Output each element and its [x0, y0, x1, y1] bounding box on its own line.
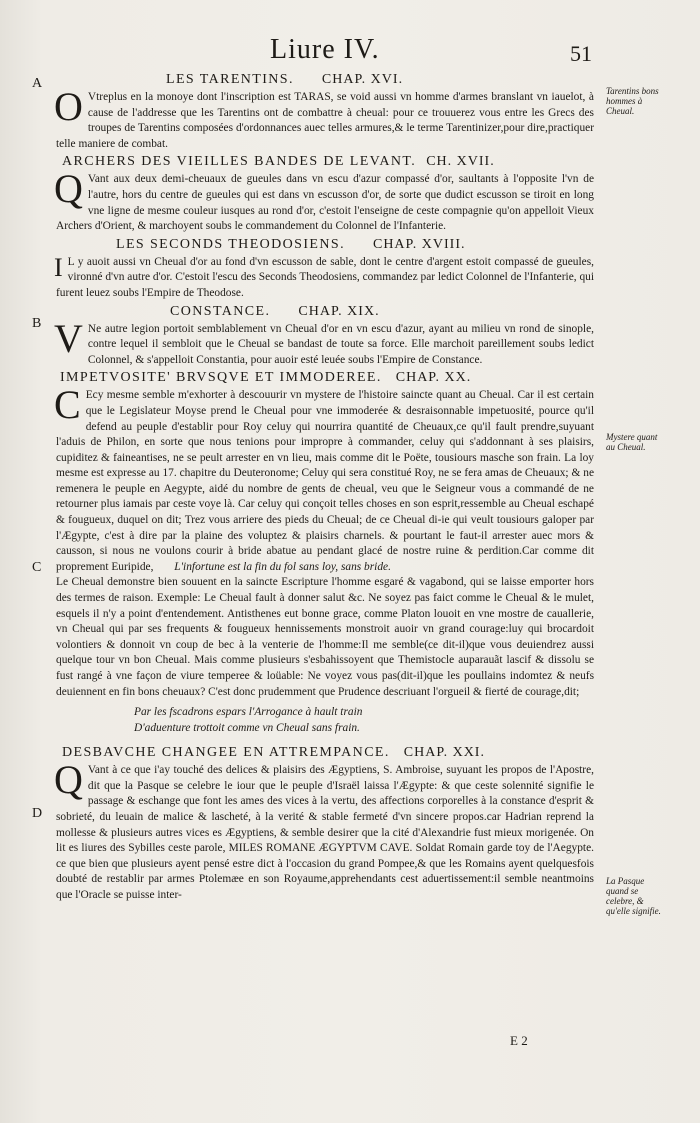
paragraph-text: Ecy mesme semble m'exhorter à descouurir vn mystere de l'histoire saincte quant au Cheual. Car il est certain que le Legislateur Moyse prend le Cheual pour vne immoderée & desraisonnable impetuosité, pource qu'il defend au peuple d'establir pour Roy celuy qui nourrira quantité de Cheuaux,ce qu'il fault prendre,suyuant l'aduis de Philon, en sorte que nous tenions pour impropre à commander, celuy qui s'addonnant à ses plaisirs, cupiditez & faineantises, ne se peult arrester en vn lieu, mais comme dit le Poëte, tousiours masche son frain. La loy mesme est expresse au 17. chapitre du Deuteronome; Celuy qui sera constitué Roy, ne se fera amas de Cheuaux; & ne remenera le peuple en Aegypte, aidé du nombre de gents de cheual, veu que le Seigneur vous a commandé de ne retourner plus iamais par ceste voye là. Car celuy qui conçoit telles choses en son esprit,ressemble au Cheual eschapé & fougueux, duquel on dit; Trez vous arriere des pieds du Cheual; de ce Cheual di-ie qui veult tousiours galoper par l'Ægypte, c'est à dire par la plaine des voluptez & plaisirs charnels. & pourtant le faut-il arrester auec mors & causson, si nous ne voulons courir à bride abatue au pendant glacé de nostre ruine & perdition.Car comme dit proprement Euripide,: [56, 389, 594, 573]
chapter-number: CHAP. XX.: [395, 370, 472, 386]
chapter-paragraph: [54, 166, 594, 234]
margin-note-mystere: Mystere quant au Cheual.: [606, 432, 658, 452]
margin-note-pasque: La Pasque quand se celebre, & qu'elle signifie.: [606, 876, 661, 916]
chapter-paragraph: [54, 84, 594, 152]
section-letter-b: B: [32, 316, 42, 331]
chapter-paragraph: [54, 757, 594, 903]
paragraph-text: Le Cheual demonstre bien souuent en la saincte Escripture l'homme esgaré & vagabond, qui se laisse emporter hors des termes de raison. Exemple: Le Cheual fault à donner salut &c. Ne soyez pas faict comme le Cheual & le mulet, esquels il n'y a point d'entendement. Antisthenes eut bonne grace, comme Platon louoit en vne mostre de cauallerie, vn Cheual qui par ses frequents & fougueux hennissements monstroit auoir vn grand courage:luy qui brocardoit volontiers & donnoit vn coup de bec à la venterie de l'homme:Il me semble(ce dit-il)que vous deuiendrez aussi quelque tour vn bon Cheual. Mais comme plusieurs s'esbahissoyent que Themistocle auparauãt lascif & dissolu se fust rangé à vne façon de viure temperee & loüable: Ne voyez vous pas(dit-il)que les poullains indomtez & neufs deuiennent en fin bons cheuaux? C'est donc prudemment que Prudence descriuant l'orgueil & fierté de courage,dit;: [56, 576, 594, 698]
chapter-title: IMPETVOSITE' BRVSQVE ET IMMODEREE.: [60, 370, 382, 386]
chapter-number: CHAP. XIX.: [298, 303, 380, 319]
paragraph-text: Vant aux deux demi-cheuaux de gueules dans vn escu d'azur compassé d'or, saultants à l'opposite l'vn de l'autre, hors du centre de gueules qui est dans vn escusson d'or, de sorte que dudict escusson se tiroit en long vne ligne de mesme couleur iusques au rond d'or, c'estoit l'enseigne de ceste compagnie qu'on appelloit Vieux Archers d'Orient, & marchoyent soubs le commandement du Colonnel de l'Infanterie.: [56, 173, 594, 233]
chapter-paragraph: [54, 382, 594, 575]
chapter-number: CHAP. XVIII.: [372, 236, 466, 252]
paragraph-text: Vant à ce que i'ay touché des delices & plaisirs des Ægyptiens, S. Ambroise, suyuant les propos de l'Apostre, dit que la Pasque se celebre le iour que le peuple d'Israël laissa l'Ægypte: & que ceste solennité signifie le passage & eschange que font les ames des vices à la vertu, des affections corporelles à la constance d'esprit & sobrieté, du leuain de malice & lascheté, à la verité & stable fermeté d'vn sincere propos.car Hadrian reprend la mollesse & plusieurs autres vices es Ægyptiens, & semble desirer que la cité d'Alexandrie fust mieux morigenée. On lit es liures des Sybilles ceste parole, MILES ROMANE ÆGYPTVM CAVE. Soldat Romain garde toy de l'Aegypte. ce que bien que plusieurs ayent pensé estre dict à l'occasion du grand Pompee,& que les Romains ayent quelquesfois doubté de restablir par armes Ptolemæe en son Royaume,apprehendants cest aduertissement:il semble neantmoins que l'Oracle se puisse inter-: [56, 764, 594, 901]
section-letter-a: A: [32, 76, 43, 91]
page-header: [0, 28, 700, 68]
drop-cap: C: [54, 382, 81, 428]
verse-quote: [134, 704, 594, 736]
drop-cap: Q: [54, 166, 83, 212]
chapter-number: CH. XVII.: [426, 154, 495, 170]
chapter-paragraph-continued: [56, 575, 594, 700]
drop-cap: I: [54, 252, 63, 282]
verse-line: Par les fscadrons espars l'Arrogance à hault train: [134, 706, 363, 719]
chapter-title: LES TARENTINS.: [166, 72, 294, 87]
chapter-number: CHAP. XVI.: [321, 72, 404, 87]
paragraph-text: Ne autre legion portoit semblablement vn Cheual d'or en vn escu d'azur, ayant au milieu vn rond de sinople, contre lequel il sembloit que le Cheual se bandast de toute sa force. Elle marchoit pareillement soubs ledict Colonnel, & s'appelloit Constantia, pour auoir esté leuée soubs l'Empire de Constance.: [87, 322, 594, 366]
drop-cap: V: [54, 315, 83, 361]
chapter-paragraph: [54, 315, 594, 369]
paragraph-text: L y auoit aussi vn Cheual d'or au fond d'vn escusson de sable, dont le centre d'argent estoit compassé de gueules, vironné d'vn autre d'or. C'estoit l'escu des Seconds Theodosiens, commandez par ledict Colonnel de l'Infanterie, qui furent leuez soubs l'Empire de Theodose.: [56, 255, 594, 299]
main-text: [56, 70, 594, 904]
verse-line: D'aduenture trottoit comme vn Cheual sans frain.: [134, 722, 360, 735]
chapter-heading: [56, 236, 594, 254]
drop-cap: Q: [54, 757, 83, 803]
chapter-title: ARCHERS DES VIEILLES BANDES DE LEVANT.: [62, 154, 417, 170]
chapter-heading: [56, 369, 594, 387]
chapter-number: CHAP. XXI.: [403, 745, 485, 761]
chapter-heading: [56, 744, 594, 762]
chapter-heading: [56, 153, 594, 171]
paragraph-text: Vtreplus en la monoye dont l'inscription est TARAS, se void aussi vn homme d'armes branslant vn iauelot, à cause de l'addresse que les Tarentins ont de combattre à cheual: pour ce trouuerez vous entre les Grecs des troupes de Tarentins composées d'ordonnances auec telles armures,& le terme Tarentinizer,pour dire,practiquer telle maniere de combat.: [56, 91, 594, 150]
drop-cap: O: [54, 84, 83, 129]
chapter-title: DESBAVCHE CHANGEE EN ATTREMPANCE.: [62, 745, 390, 761]
section-letter-c: C: [32, 560, 42, 575]
chapter-title: LES SECONDS THEODOSIENS.: [116, 236, 345, 252]
section-letter-d: D: [32, 806, 43, 821]
chapter-heading: [56, 303, 594, 321]
chapter-title: CONSTANCE.: [170, 303, 271, 319]
printer-signature: E 2: [510, 1033, 528, 1048]
page-number: 51: [570, 41, 592, 66]
chapter-heading: [56, 71, 594, 89]
page-title: Liure IV.: [270, 34, 380, 65]
euripides-quote: L'infortune est la fin du fol sans loy, sans bride.: [174, 560, 391, 573]
margin-note-tarentins: Tarentins bons hommes à Cheual.: [606, 86, 659, 116]
chapter-paragraph: [54, 252, 594, 302]
